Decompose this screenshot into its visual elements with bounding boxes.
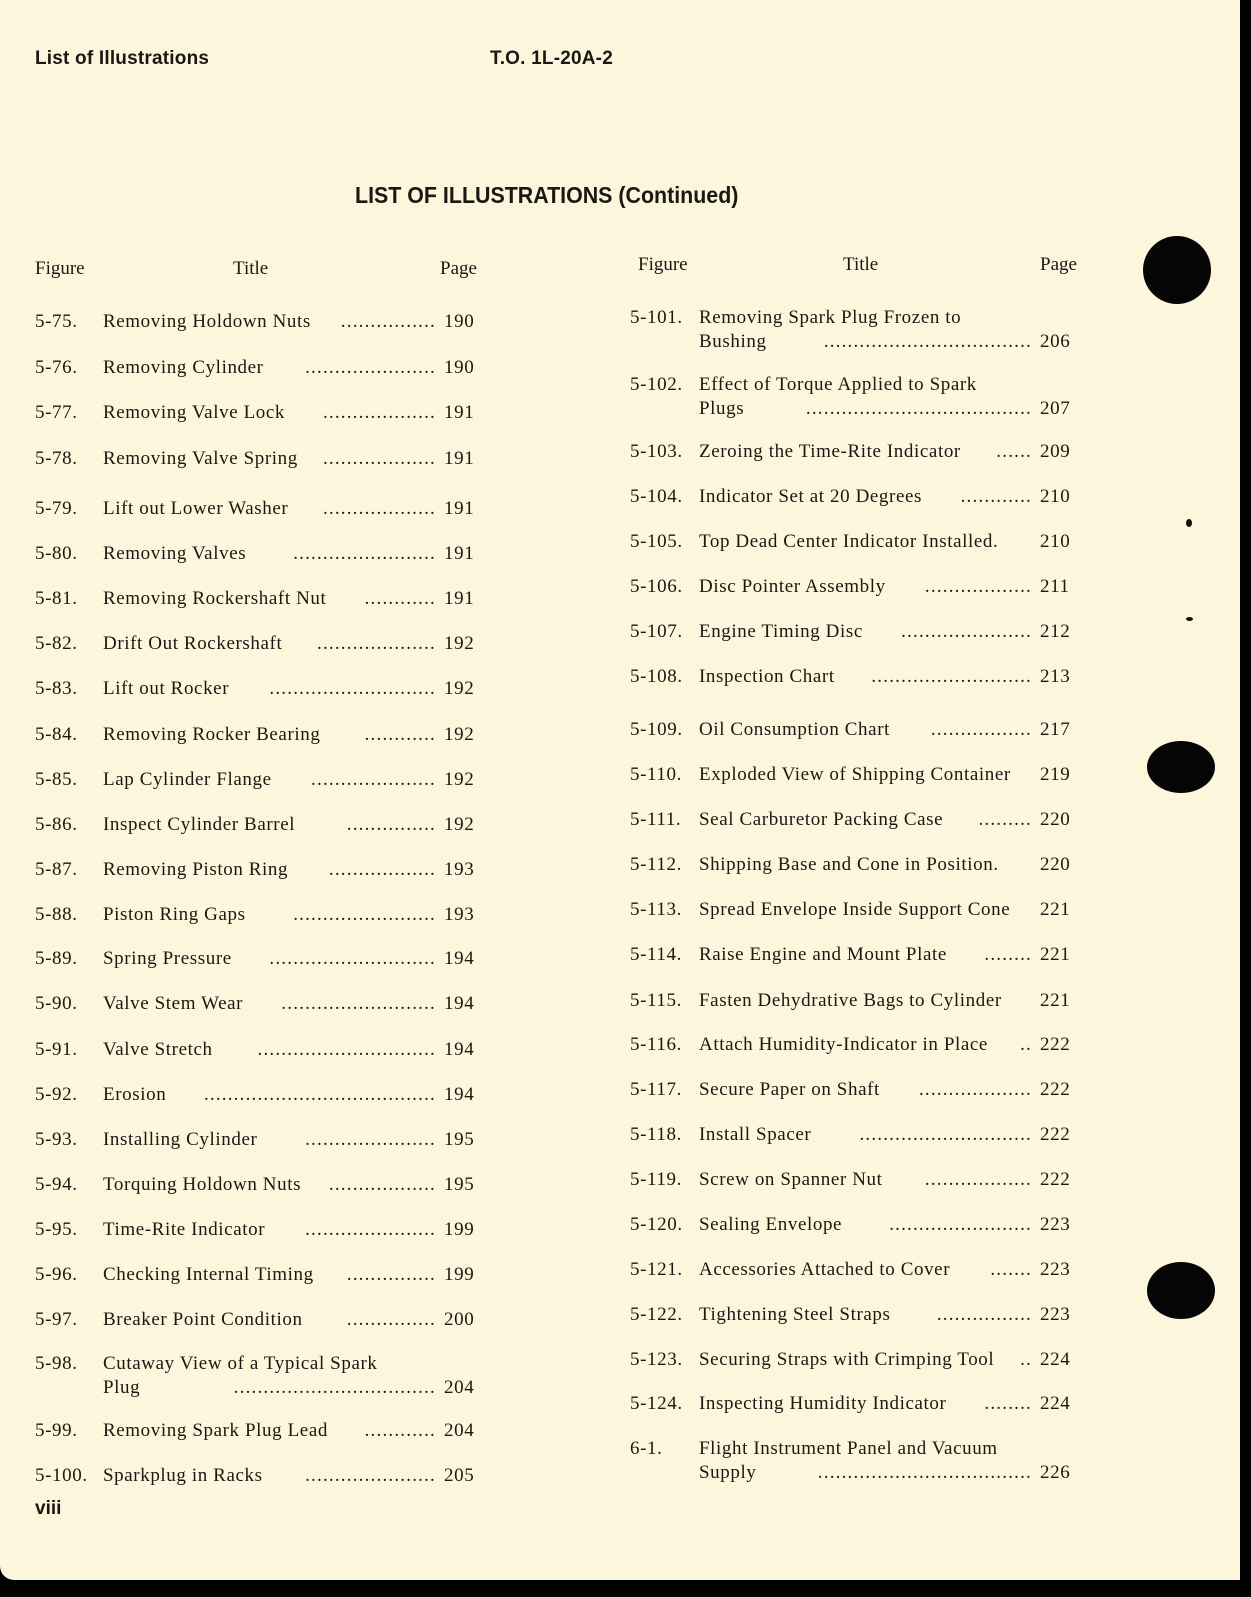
page-reference: 193 xyxy=(444,904,475,925)
figure-title: Accessories Attached to Cover xyxy=(699,1259,951,1280)
figure-title: Valve Stem Wear xyxy=(103,993,244,1014)
dot-leader: ................ xyxy=(936,1304,1032,1325)
dot-leader: ................... xyxy=(322,498,436,519)
list-item xyxy=(630,530,1075,554)
column-header-figure-right: Figure xyxy=(638,254,688,275)
figure-number: 5-87. xyxy=(35,859,78,880)
dot-leader: .......................... xyxy=(281,993,436,1014)
page-title: LIST OF ILLUSTRATIONS (Continued) xyxy=(355,182,739,208)
figure-title: Shipping Base and Cone in Position. xyxy=(699,854,999,875)
figure-title: Oil Consumption Chart xyxy=(699,719,890,740)
page-reference: 191 xyxy=(444,588,475,609)
binder-hole-icon xyxy=(1147,1262,1215,1319)
figure-title: Removing Piston Ring xyxy=(103,859,289,880)
figure-number: 5-95. xyxy=(35,1219,78,1240)
list-item xyxy=(630,1258,1075,1282)
dot-leader: ............................ xyxy=(269,678,436,699)
list-item xyxy=(35,947,475,971)
ink-speck-icon xyxy=(1186,519,1192,527)
page-reference: 210 xyxy=(1040,486,1071,507)
dot-leader: ................... xyxy=(322,402,436,423)
page-reference: 217 xyxy=(1040,719,1071,740)
figure-number: 5-94. xyxy=(35,1174,78,1195)
dot-leader: ........................ xyxy=(889,1214,1032,1235)
figure-title-continued: Bushing xyxy=(699,331,767,352)
figure-number: 5-101. xyxy=(630,307,683,328)
page-reference: 222 xyxy=(1040,1124,1071,1145)
figure-number: 5-103. xyxy=(630,441,683,462)
figure-title: Lap Cylinder Flange xyxy=(103,769,272,790)
page-reference: 199 xyxy=(444,1264,475,1285)
dot-leader: ................... xyxy=(322,448,436,469)
list-item xyxy=(35,401,475,425)
page-reference: 221 xyxy=(1040,899,1071,920)
figure-title: Removing Spark Plug Lead xyxy=(103,1420,328,1441)
dot-leader: .. xyxy=(1020,1034,1032,1055)
figure-title: Removing Valve Lock xyxy=(103,402,286,423)
figure-number: 5-98. xyxy=(35,1353,78,1374)
figure-title: Install Spacer xyxy=(699,1124,812,1145)
figure-title: Cutaway View of a Typical Spark xyxy=(103,1353,378,1374)
dot-leader: .............................. xyxy=(257,1039,436,1060)
dot-leader: ...................................... xyxy=(805,398,1032,419)
figure-number: 6-1. xyxy=(630,1438,663,1459)
figure-number: 5-90. xyxy=(35,993,78,1014)
figure-number: 5-116. xyxy=(630,1034,682,1055)
page-reference: 191 xyxy=(444,448,475,469)
list-item xyxy=(630,989,1075,1013)
page-reference: 222 xyxy=(1040,1034,1071,1055)
page-reference: 226 xyxy=(1040,1462,1071,1483)
figure-number: 5-83. xyxy=(35,678,78,699)
figure-number: 5-115. xyxy=(630,990,682,1011)
figure-title: Piston Ring Gaps xyxy=(103,904,246,925)
figure-number: 5-110. xyxy=(630,764,682,785)
figure-title: Screw on Spanner Nut xyxy=(699,1169,883,1190)
figure-number: 5-114. xyxy=(630,944,682,965)
figure-title: Indicator Set at 20 Degrees xyxy=(699,486,923,507)
dot-leader: ...... xyxy=(996,441,1032,462)
running-header-doc-number: T.O. 1L-20A-2 xyxy=(490,48,613,69)
figure-number: 5-92. xyxy=(35,1084,78,1105)
page-reference: 219 xyxy=(1040,764,1071,785)
page-reference: 194 xyxy=(444,993,475,1014)
figure-number: 5-97. xyxy=(35,1309,78,1330)
page-reference: 200 xyxy=(444,1309,475,1330)
figure-title: Inspection Chart xyxy=(699,666,835,687)
page-reference: 191 xyxy=(444,402,475,423)
dot-leader: ............ xyxy=(364,588,436,609)
figure-number: 5-96. xyxy=(35,1264,78,1285)
page-reference: 192 xyxy=(444,724,475,745)
list-item xyxy=(630,620,1075,644)
page-reference: 221 xyxy=(1040,944,1071,965)
list-item xyxy=(35,1038,475,1062)
figure-title: Engine Timing Disc xyxy=(699,621,863,642)
list-item xyxy=(35,1263,475,1287)
dot-leader: .................... xyxy=(317,633,436,654)
page-reference: 194 xyxy=(444,948,475,969)
figure-number: 5-80. xyxy=(35,543,78,564)
figure-title: Disc Pointer Assembly xyxy=(699,576,886,597)
list-item xyxy=(630,1303,1075,1327)
list-item xyxy=(630,763,1075,787)
page-reference: 211 xyxy=(1040,576,1070,597)
figure-title: Exploded View of Shipping Container xyxy=(699,764,1011,785)
dot-leader: ........ xyxy=(984,944,1032,965)
list-item xyxy=(35,1218,475,1242)
page-reference: 190 xyxy=(444,311,475,332)
list-item xyxy=(630,853,1075,877)
list-item xyxy=(35,356,475,380)
page-reference: 194 xyxy=(444,1084,475,1105)
page-reference: 210 xyxy=(1040,531,1071,552)
list-item xyxy=(630,943,1075,967)
dot-leader: .................................. xyxy=(233,1377,436,1398)
figure-number: 5-93. xyxy=(35,1129,78,1150)
list-item xyxy=(35,542,475,566)
figure-number: 5-118. xyxy=(630,1124,682,1145)
page-reference: 191 xyxy=(444,498,475,519)
figure-number: 5-76. xyxy=(35,357,78,378)
page-reference: 212 xyxy=(1040,621,1071,642)
column-header-page: Page xyxy=(440,258,477,279)
figure-number: 5-78. xyxy=(35,448,78,469)
list-item xyxy=(630,1123,1075,1147)
figure-number: 5-105. xyxy=(630,531,683,552)
list-item xyxy=(630,1078,1075,1102)
list-item xyxy=(35,1464,475,1488)
page-reference: 222 xyxy=(1040,1079,1071,1100)
figure-number: 5-112. xyxy=(630,854,682,875)
running-header-section: List of Illustrations xyxy=(35,48,210,69)
list-item xyxy=(630,575,1075,599)
dot-leader: ................... xyxy=(918,1079,1032,1100)
figure-number: 5-122. xyxy=(630,1304,683,1325)
page-reference: 206 xyxy=(1040,331,1071,352)
dot-leader: ............ xyxy=(364,1420,436,1441)
figure-title: Lift out Lower Washer xyxy=(103,498,289,519)
figure-title: Removing Holdown Nuts xyxy=(103,311,311,332)
figure-title: Spread Envelope Inside Support Cone xyxy=(699,899,1011,920)
figure-title-continued: Plug xyxy=(103,1377,141,1398)
page-reference: 224 xyxy=(1040,1349,1071,1370)
figure-number: 5-91. xyxy=(35,1039,78,1060)
figure-title: Flight Instrument Panel and Vacuum xyxy=(699,1438,998,1459)
binder-hole-icon xyxy=(1147,741,1215,793)
dot-leader: ................ xyxy=(340,311,436,332)
page-reference: 195 xyxy=(444,1174,475,1195)
page-reference: 223 xyxy=(1040,1214,1071,1235)
figure-number: 5-79. xyxy=(35,498,78,519)
list-item xyxy=(630,808,1075,832)
figure-number: 5-85. xyxy=(35,769,78,790)
page-reference: 195 xyxy=(444,1129,475,1150)
figure-number: 5-88. xyxy=(35,904,78,925)
dot-leader: ............ xyxy=(960,486,1032,507)
list-item xyxy=(630,1168,1075,1192)
dot-leader: ........ xyxy=(984,1393,1032,1414)
dot-leader: ..................... xyxy=(311,769,436,790)
dot-leader: .................. xyxy=(924,576,1032,597)
list-item xyxy=(630,665,1075,689)
figure-number: 5-124. xyxy=(630,1393,683,1414)
page-number: viii xyxy=(35,1498,62,1519)
figure-number: 5-106. xyxy=(630,576,683,597)
figure-title: Effect of Torque Applied to Spark xyxy=(699,374,977,395)
figure-title: Seal Carburetor Packing Case xyxy=(699,809,944,830)
list-item xyxy=(630,306,1075,354)
dot-leader: ........................ xyxy=(293,904,436,925)
page-reference: 192 xyxy=(444,678,475,699)
figure-number: 5-89. xyxy=(35,948,78,969)
page-reference: 222 xyxy=(1040,1169,1071,1190)
figure-title: Time-Rite Indicator xyxy=(103,1219,266,1240)
page-reference: 192 xyxy=(444,633,475,654)
page-reference: 204 xyxy=(444,1420,475,1441)
page-reference: 205 xyxy=(444,1465,475,1486)
list-item xyxy=(35,677,475,701)
page-reference: 204 xyxy=(444,1377,475,1398)
list-item xyxy=(35,723,475,747)
dot-leader: ...................... xyxy=(305,1129,436,1150)
page-reference: 193 xyxy=(444,859,475,880)
list-item xyxy=(630,1033,1075,1057)
figure-title: Inspect Cylinder Barrel xyxy=(103,814,296,835)
figure-number: 5-81. xyxy=(35,588,78,609)
list-item xyxy=(35,587,475,611)
ink-speck-icon xyxy=(1186,617,1193,621)
dot-leader: ............................. xyxy=(859,1124,1032,1145)
figure-title: Removing Spark Plug Frozen to xyxy=(699,307,962,328)
list-item xyxy=(35,903,475,927)
dot-leader: ......... xyxy=(978,809,1032,830)
figure-title: Installing Cylinder xyxy=(103,1129,258,1150)
list-item xyxy=(35,1308,475,1332)
figure-number: 5-100. xyxy=(35,1465,88,1486)
list-item xyxy=(35,497,475,521)
list-item xyxy=(630,373,1075,421)
column-header-title: Title xyxy=(233,258,269,279)
dot-leader: .. xyxy=(1020,1349,1032,1370)
figure-title: Attach Humidity-Indicator in Place xyxy=(699,1034,988,1055)
figure-title: Drift Out Rockershaft xyxy=(103,633,283,654)
page-reference: 207 xyxy=(1040,398,1071,419)
dot-leader: ...................... xyxy=(901,621,1032,642)
figure-title: Removing Cylinder xyxy=(103,357,264,378)
figure-number: 5-99. xyxy=(35,1420,78,1441)
dot-leader: ....... xyxy=(990,1259,1032,1280)
dot-leader: .................. xyxy=(924,1169,1032,1190)
figure-title: Checking Internal Timing xyxy=(103,1264,314,1285)
figure-title: Sealing Envelope xyxy=(699,1214,843,1235)
list-item xyxy=(630,1437,1075,1485)
dot-leader: ...................... xyxy=(305,1219,436,1240)
figure-title: Fasten Dehydrative Bags to Cylinder xyxy=(699,990,1002,1011)
dot-leader: ............ xyxy=(364,724,436,745)
list-item xyxy=(630,1392,1075,1416)
figure-number: 5-117. xyxy=(630,1079,682,1100)
list-item xyxy=(35,447,475,471)
figure-title: Removing Valve Spring xyxy=(103,448,298,469)
dot-leader: ....................................... xyxy=(203,1084,436,1105)
page-reference: 220 xyxy=(1040,854,1071,875)
dot-leader: ........................ xyxy=(293,543,436,564)
dot-leader: ............... xyxy=(346,1309,436,1330)
page-reference: 194 xyxy=(444,1039,475,1060)
dot-leader: ................. xyxy=(930,719,1032,740)
figure-number: 5-82. xyxy=(35,633,78,654)
list-item xyxy=(35,992,475,1016)
figure-number: 5-84. xyxy=(35,724,78,745)
figure-title: Torquing Holdown Nuts xyxy=(103,1174,302,1195)
figure-number: 5-120. xyxy=(630,1214,683,1235)
list-item xyxy=(35,1352,475,1400)
figure-title: Spring Pressure xyxy=(103,948,232,969)
list-item xyxy=(35,310,475,334)
page-reference: 209 xyxy=(1040,441,1071,462)
dot-leader: ...................... xyxy=(305,1465,436,1486)
column-header-title-right: Title xyxy=(843,254,879,275)
figure-number: 5-107. xyxy=(630,621,683,642)
figure-number: 5-109. xyxy=(630,719,683,740)
figure-title: Breaker Point Condition xyxy=(103,1309,303,1330)
page-reference: 192 xyxy=(444,814,475,835)
list-item xyxy=(35,1083,475,1107)
column-header-page-right: Page xyxy=(1040,254,1077,275)
dot-leader: ............... xyxy=(346,1264,436,1285)
figure-number: 5-108. xyxy=(630,666,683,687)
dot-leader: .................................... xyxy=(817,1462,1032,1483)
figure-title: Sparkplug in Racks xyxy=(103,1465,263,1486)
list-item xyxy=(35,1173,475,1197)
figure-title-continued: Supply xyxy=(699,1462,757,1483)
figure-number: 5-119. xyxy=(630,1169,682,1190)
page-reference: 223 xyxy=(1040,1304,1071,1325)
list-item xyxy=(630,898,1075,922)
column-header-figure: Figure xyxy=(35,258,85,279)
page-reference: 190 xyxy=(444,357,475,378)
figure-title: Zeroing the Time-Rite Indicator xyxy=(699,441,961,462)
page-reference: 191 xyxy=(444,543,475,564)
figure-title: Valve Stretch xyxy=(103,1039,213,1060)
figure-number: 5-121. xyxy=(630,1259,683,1280)
figure-title: Removing Valves xyxy=(103,543,247,564)
list-item xyxy=(630,1348,1075,1372)
figure-title: Top Dead Center Indicator Installed. xyxy=(699,531,999,552)
dot-leader: ........................... xyxy=(871,666,1032,687)
binder-hole-icon xyxy=(1143,236,1211,304)
page-reference: 220 xyxy=(1040,809,1071,830)
page-reference: 192 xyxy=(444,769,475,790)
list-item xyxy=(35,1128,475,1152)
figure-title: Raise Engine and Mount Plate xyxy=(699,944,947,965)
figure-number: 5-111. xyxy=(630,809,682,830)
page-reference: 224 xyxy=(1040,1393,1071,1414)
figure-title: Lift out Rocker xyxy=(103,678,230,699)
figure-title: Secure Paper on Shaft xyxy=(699,1079,880,1100)
list-item xyxy=(35,858,475,882)
figure-number: 5-123. xyxy=(630,1349,683,1370)
figure-title: Removing Rocker Bearing xyxy=(103,724,321,745)
list-item xyxy=(630,440,1075,464)
figure-title: Inspecting Humidity Indicator xyxy=(699,1393,947,1414)
figure-number: 5-104. xyxy=(630,486,683,507)
page-reference: 223 xyxy=(1040,1259,1071,1280)
figure-title-continued: Plugs xyxy=(699,398,745,419)
list-item xyxy=(35,1419,475,1443)
list-item xyxy=(35,813,475,837)
list-item xyxy=(35,768,475,792)
figure-title: Removing Rockershaft Nut xyxy=(103,588,327,609)
dot-leader: .................. xyxy=(328,1174,436,1195)
figure-number: 5-77. xyxy=(35,402,78,423)
dot-leader: ................................... xyxy=(823,331,1032,352)
dot-leader: .................. xyxy=(328,859,436,880)
figure-number: 5-75. xyxy=(35,311,78,332)
figure-title: Tightening Steel Straps xyxy=(699,1304,891,1325)
dot-leader: ...................... xyxy=(305,357,436,378)
list-item xyxy=(630,1213,1075,1237)
dot-leader: ............... xyxy=(346,814,436,835)
list-item xyxy=(630,718,1075,742)
figure-number: 5-86. xyxy=(35,814,78,835)
list-item xyxy=(630,485,1075,509)
list-item xyxy=(35,632,475,656)
page-reference: 221 xyxy=(1040,990,1071,1011)
figure-number: 5-102. xyxy=(630,374,683,395)
figure-title: Securing Straps with Crimping Tool xyxy=(699,1349,995,1370)
page-reference: 213 xyxy=(1040,666,1071,687)
dot-leader: ............................ xyxy=(269,948,436,969)
figure-number: 5-113. xyxy=(630,899,682,920)
figure-title: Erosion xyxy=(103,1084,167,1105)
page-reference: 199 xyxy=(444,1219,475,1240)
